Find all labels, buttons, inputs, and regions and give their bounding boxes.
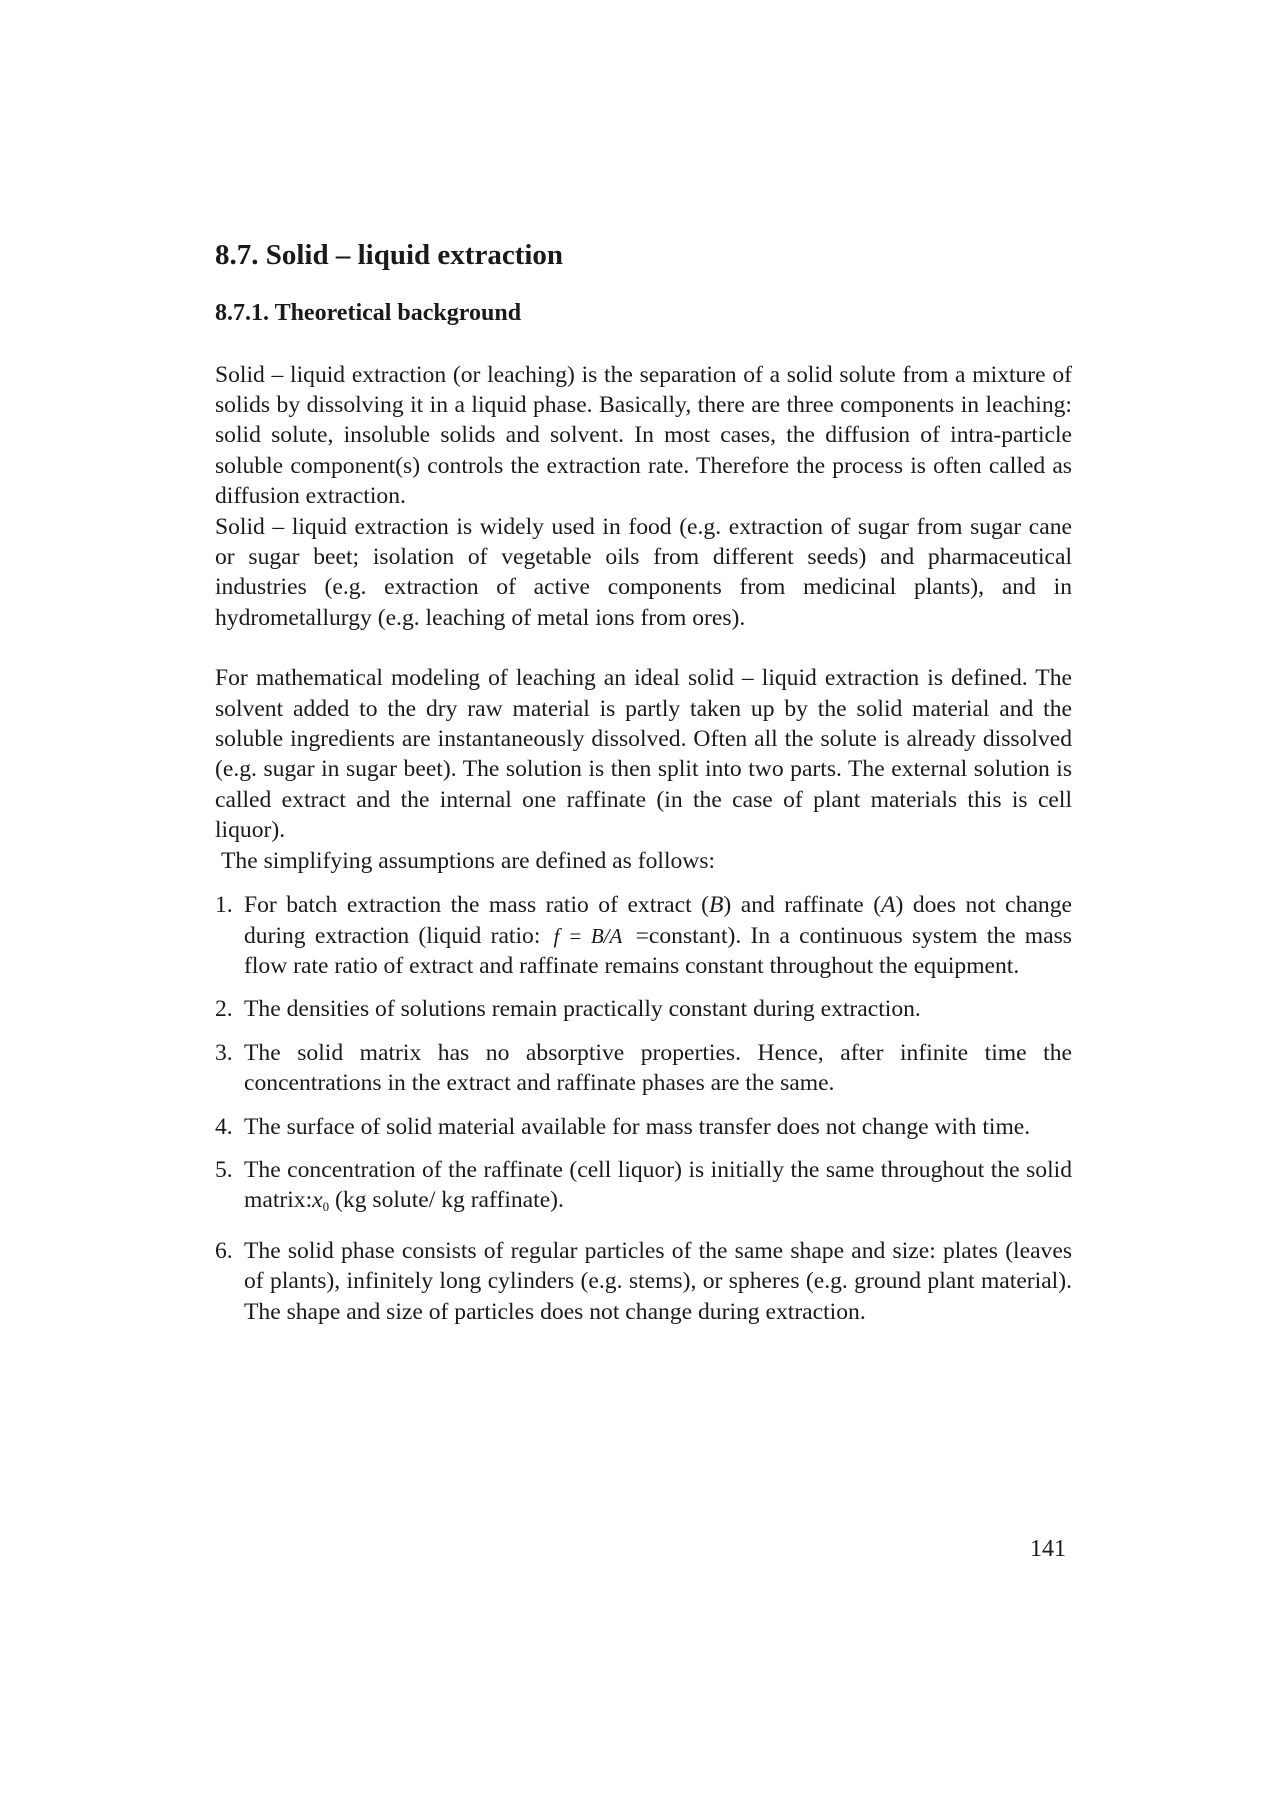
assumptions-list [215, 890, 1072, 1327]
list-item-number: 3. [215, 1039, 233, 1066]
variable-subscript: 0 [322, 1199, 330, 1215]
variable-x0 [312, 1187, 329, 1213]
list-item [215, 1236, 1072, 1327]
list-item [215, 890, 1072, 981]
paragraph-leaching-definition: Solid – liquid extraction (or leaching) is the separation of a solid solute from a mixture of solids by dissolving it in a liquid phase. Basically, there are three components in leaching: solid solute, insoluble solids and solvent. In most cases, the diffusion of intra-particle soluble component(s) controls the extraction rate. Therefore the process is often called as diffusion extraction. [215, 361, 1072, 510]
variable-x: x [312, 1187, 323, 1214]
paragraph-gap [215, 633, 1072, 663]
list-item-number: 2. [215, 996, 233, 1023]
liquid-ratio-formula: f = B/A [553, 923, 623, 948]
list-item [215, 994, 1072, 1024]
variable-b: B [708, 892, 724, 919]
variable-a: A [881, 892, 896, 919]
paragraph-applications: Solid – liquid extraction is widely used in food (e.g. extraction of sugar from sugar cane or sugar beet; isolation of vegetable oils from different seeds) and pharmaceutical industries (e.g. extraction of active components from medicinal plants), and in hydrometallurgy (e.g. leaching of metal ions from ores). [215, 513, 1072, 631]
list-item-text: ) and raffinate ( [723, 892, 882, 919]
section-title: 8.7. Solid – liquid extraction [215, 239, 564, 271]
list-item-text: The densities of solutions remain practically constant during extraction. [244, 996, 921, 1023]
list-item-number: 5. [215, 1156, 233, 1183]
list-item-text: =constant). In a continuous system the mass flow rate ratio of extract and raffinate remains constant throughout the equipment. [244, 922, 1072, 979]
paragraph-ideal-extraction: For mathematical modeling of leaching an ideal solid – liquid extraction is defined. The solvent added to the dry raw material is partly taken up by the solid material and the soluble ingredients are instantaneously dissolved. Often all the solute is already dissolved (e.g. sugar in sugar beet). The solution is then split into two parts. The external solution is called extract and the internal one raffinate (in the case of plant materials this is cell liquor). [215, 665, 1072, 844]
list-item-number: 1. [215, 892, 233, 919]
list-item-text: The concentration of the raffinate (cell liquor) is initially the same throughout the solid matrix: [244, 1156, 1072, 1214]
list-item [215, 1038, 1072, 1099]
list-item-text: For batch extraction the mass ratio of extract ( [244, 892, 709, 919]
list-item-number: 6. [215, 1237, 233, 1264]
paragraph-assumptions-intro: The simplifying assumptions are defined as follows: [221, 847, 716, 874]
list-item-text: The solid matrix has no absorptive properties. Hence, after infinite time the concentrations in the extract and raffinate phases are the same. [244, 1039, 1072, 1097]
list-item [215, 1112, 1072, 1142]
list-item [215, 1155, 1072, 1223]
page-content [215, 238, 1072, 1340]
page-number: 141 [1030, 1536, 1066, 1562]
list-item-number: 4. [215, 1113, 233, 1140]
list-item-text: The surface of solid material available for mass transfer does not change with time. [244, 1113, 1031, 1140]
subsection-title: 8.7.1. Theoretical background [215, 299, 522, 326]
list-item-text: ) does not change during extraction (liquid ratio: [244, 892, 1072, 949]
list-item-text: (kg solute/ kg raffinate). [335, 1187, 564, 1214]
list-item-text: The solid phase consists of regular particles of the same shape and size: plates (leaves of plants), infinitely long cylinders (e.g. stems), or spheres (e.g. ground plant material). The shape and size of particles does not change during extraction. [244, 1237, 1072, 1325]
